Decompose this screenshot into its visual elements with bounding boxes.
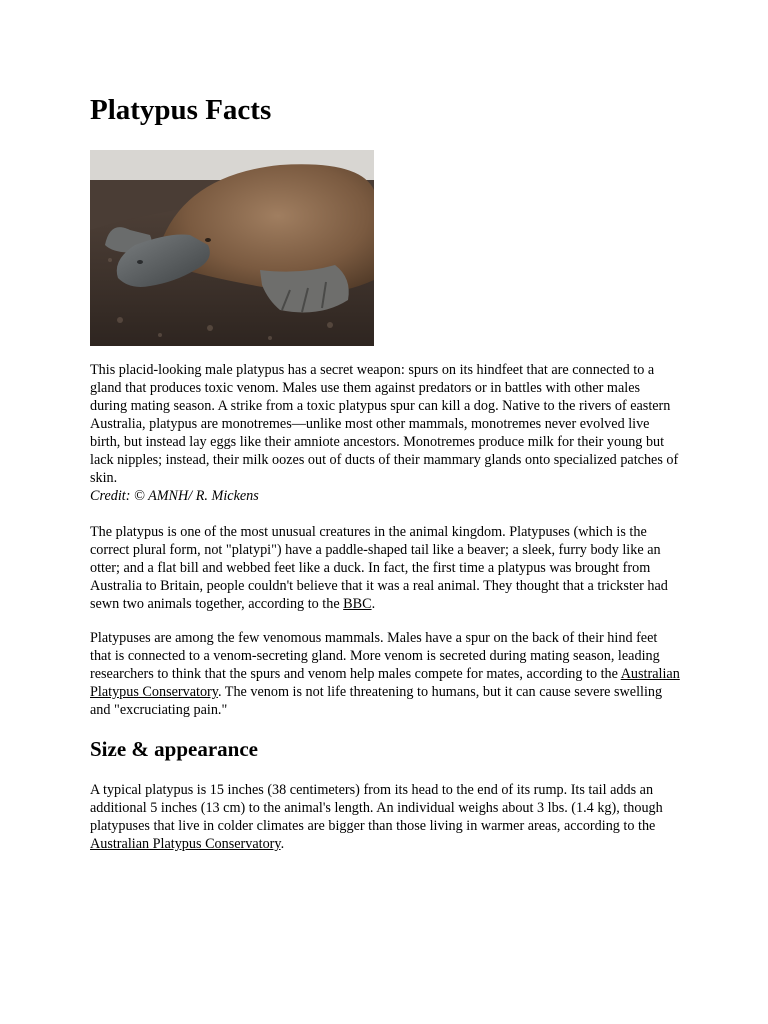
paragraph-venom <box>90 629 680 719</box>
photo-caption <box>90 361 680 505</box>
platypus-photo <box>90 150 374 346</box>
paragraph-text: Platypuses are among the few venomous mammals. Males have a spur on the back of their hind feet that is connected to a venom-secreting gland. More venom is secreted during mating season, leading researchers to think that the spurs and venom help males compete for mates, according to the <box>90 630 660 682</box>
caption-text: This placid-looking male platypus has a secret weapon: spurs on its hindfeet that are connected to a gland that produces toxic venom. Males use them against predators or in battles with other males during mating season. A strike from a toxic platypus spur can kill a dog. Native to the rivers of eastern Australia, platypus are monotremes—unlike most other mammals, monotremes never evolved live birth, but instead lay eggs like their amniote ancestors. Monotremes produce milk for their young but lack nipples; instead, their milk oozes out of ducts of their mammary glands onto specialized patches of skin. <box>90 362 679 486</box>
paragraph-text-end: . <box>371 596 376 612</box>
section-heading-size: Size & appearance <box>90 737 258 761</box>
conservatory-link-2[interactable]: Australian Platypus Conservatory <box>90 836 281 852</box>
conservatory-link[interactable]: Australian Platypus Conservatory <box>90 666 680 700</box>
paragraph-size <box>90 781 680 853</box>
bbc-link[interactable]: BBC <box>343 596 372 612</box>
paragraph-text-end: . <box>280 836 285 852</box>
paragraph-text: The platypus is one of the most unusual creatures in the animal kingdom. Platypuses (which is the correct plural form, not "platypi") have a paddle-shaped tail like a beaver; a sleek, furry body like an otter; and a flat bill and webbed feet like a duck. In fact, the first time a platypus was brought from Australia to Britain, people couldn't believe that it was a real animal. They thought that a trickster had sewn two animals together, according to the <box>90 524 668 612</box>
paragraph-intro <box>90 523 680 613</box>
paragraph-text-end: . The venom is not life threatening to humans, but it can cause severe swelling and "excruciating pain." <box>90 684 663 718</box>
photo-credit: Credit: © AMNH/ R. Mickens <box>90 488 259 504</box>
paragraph-text: A typical platypus is 15 inches (38 centimeters) from its head to the end of its rump. Its tail adds an additional 5 inches (13 cm) to the animal's length. An individual weighs about 3 lbs. (1.4 kg), though platypuses that live in colder climates are bigger than those living in warmer areas, according to the <box>90 782 663 834</box>
page-title: Platypus Facts <box>90 94 272 126</box>
